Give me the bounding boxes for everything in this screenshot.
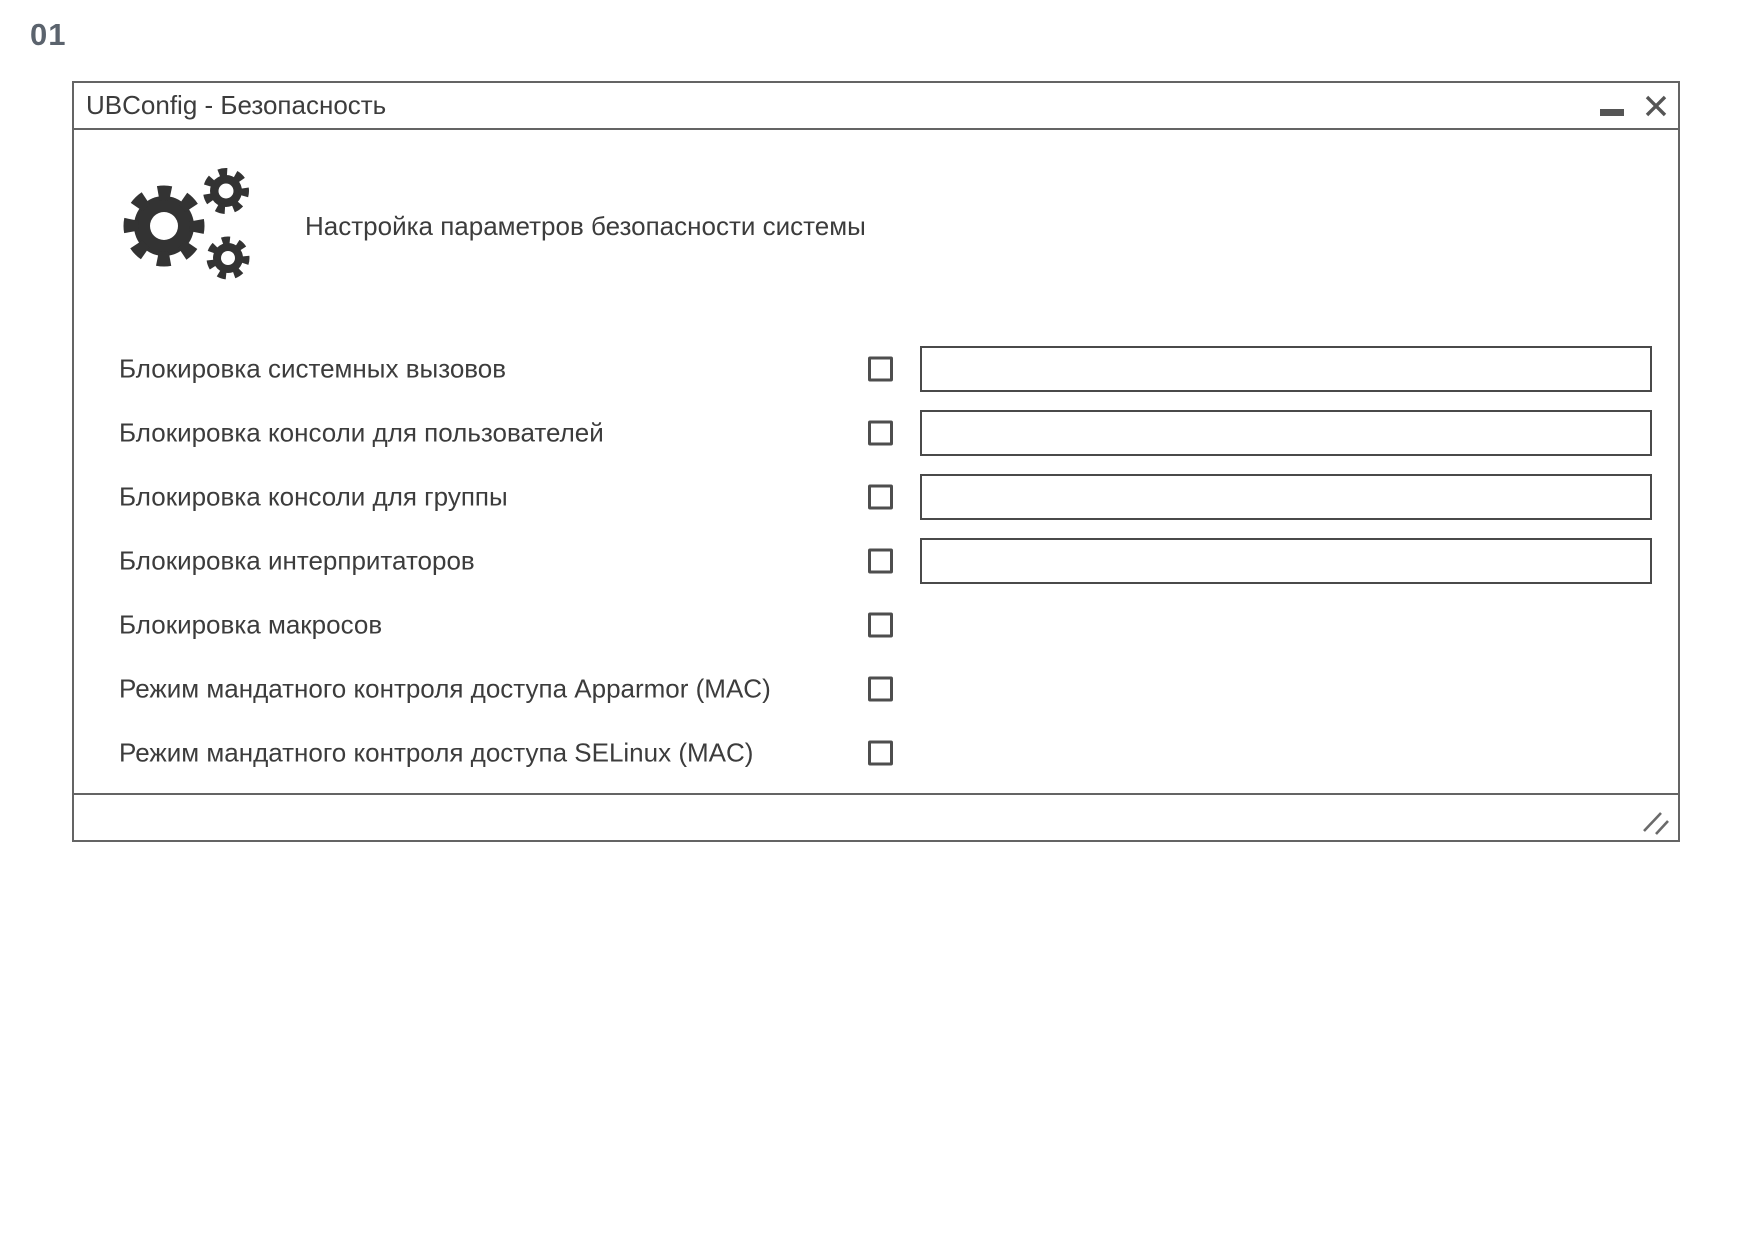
- setting-checkbox[interactable]: [868, 741, 893, 766]
- status-bar: [74, 793, 1678, 840]
- setting-checkbox[interactable]: [868, 357, 893, 382]
- setting-checkbox[interactable]: [868, 421, 893, 446]
- setting-input[interactable]: [920, 474, 1652, 520]
- slide-number: 01: [30, 17, 67, 52]
- setting-label: Блокировка консоли для пользователей: [119, 417, 604, 448]
- window-title: UBConfig - Безопасность: [86, 90, 387, 120]
- minimize-button[interactable]: [1596, 88, 1628, 124]
- gears-icon: [112, 145, 253, 283]
- setting-checkbox[interactable]: [868, 549, 893, 574]
- ubconfig-security-window: [72, 81, 1680, 842]
- setting-label: Блокировка интерпритаторов: [119, 545, 475, 576]
- settings-row: [74, 721, 1678, 785]
- setting-input[interactable]: [920, 346, 1652, 392]
- resize-grip-icon[interactable]: [1640, 808, 1670, 836]
- titlebar-controls: [1596, 88, 1672, 124]
- setting-label: Блокировка макросов: [119, 609, 383, 640]
- close-icon: [1644, 94, 1668, 118]
- setting-checkbox[interactable]: [868, 613, 893, 638]
- setting-checkbox[interactable]: [868, 485, 893, 510]
- setting-label: Режим мандатного контроля доступа Apparmor (MAC): [119, 673, 771, 704]
- settings-row: [74, 657, 1678, 721]
- setting-label: Блокировка системных вызовов: [119, 353, 507, 384]
- setting-input[interactable]: [920, 538, 1652, 584]
- dialog-description: Настройка параметров безопасности системы: [305, 211, 866, 241]
- close-button[interactable]: [1640, 88, 1672, 124]
- setting-label: Режим мандатного контроля доступа SELinux (MAC): [119, 737, 754, 768]
- setting-input[interactable]: [920, 410, 1652, 456]
- window-titlebar[interactable]: [74, 83, 1678, 130]
- settings-row: [74, 401, 1678, 465]
- settings-rows: [74, 337, 1678, 785]
- settings-row: [74, 465, 1678, 529]
- setting-checkbox[interactable]: [868, 677, 893, 702]
- setting-label: Блокировка консоли для группы: [119, 481, 508, 512]
- minimize-icon: [1600, 109, 1624, 116]
- settings-row: [74, 337, 1678, 401]
- settings-row: [74, 593, 1678, 657]
- settings-row: [74, 529, 1678, 593]
